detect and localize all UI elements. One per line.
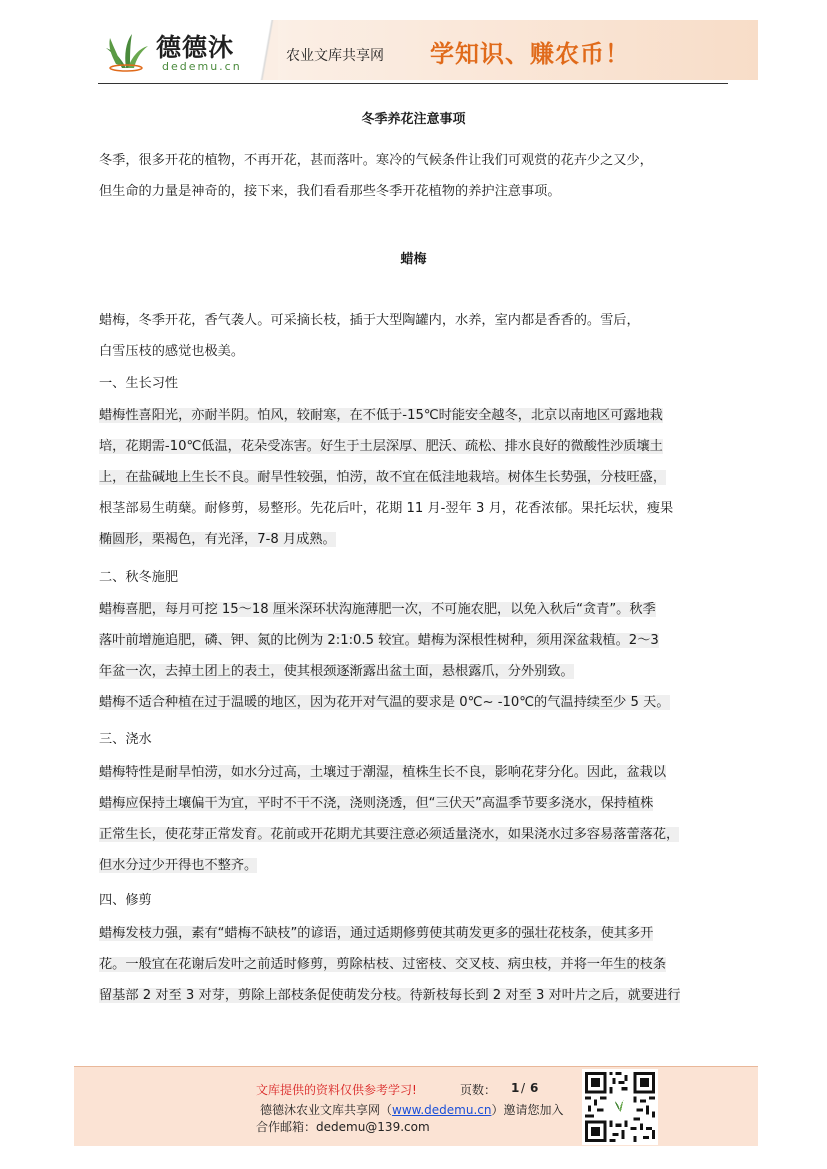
logo-name: 德德沐	[156, 33, 235, 62]
page-header	[98, 20, 758, 80]
body-line: 根茎部易生萌蘖。耐修剪，易整形。先花后叶，花期 11 月-翌年 3 月，花香浓郁。果托坛状，瘦果	[99, 501, 674, 516]
website-link[interactable]: www.dedemu.cn	[392, 1103, 492, 1117]
page-current: 1	[511, 1081, 520, 1095]
header-divider	[256, 20, 278, 80]
section-growth-body	[99, 400, 739, 555]
grain-leaf-logo-icon	[102, 28, 150, 72]
section-heading-watering: 三、浇水	[99, 732, 152, 747]
body-line: 蜡梅喜肥，每月可挖 15～18 厘米深环状沟施薄肥一次，不可施农肥，以免入秋后“贪青”。秋季	[99, 602, 656, 617]
body-line: 落叶前增施追肥，磷、钾、氮的比例为 2:1:0.5 较宜。蜡梅为深根性树种，须用深盆栽植。2～3	[99, 633, 659, 648]
footer-invite-prefix: 德德沐农业文库共享网（	[260, 1103, 393, 1117]
body-line: 椭圆形，栗褐色，有光泽，7-8 月成熟。	[99, 532, 336, 547]
section-watering-body	[99, 757, 739, 881]
section-pruning-body	[99, 918, 739, 1011]
body-line: 年盆一次，去掉土团上的表土，使其根颈逐渐露出盆土面，悬根露爪，分外别致。	[99, 664, 574, 679]
body-line: 留基部 2 对至 3 对芽，剪除上部枝条促使萌发分枝。待新枝每长到 2 对至 3 对叶片之后，就要进行	[99, 988, 681, 1003]
body-line: 蜡梅特性是耐旱怕涝，如水分过高，土壤过于潮湿，植株生长不良，影响花芽分化。因此，盆栽以	[99, 765, 667, 780]
plant-intro-line: 蜡梅，冬季开花，香气袭人。可采摘长枝，插于大型陶罐内，水养，室内都是香香的。雪后，	[99, 313, 640, 328]
plant-intro-line: 白雪压枝的感觉也极美。	[99, 344, 245, 359]
footer-email: 合作邮箱：dedemu@139.com	[256, 1120, 430, 1134]
logo[interactable]	[98, 20, 258, 80]
footer-invite-suffix: ）邀请您加入	[491, 1103, 564, 1117]
body-line: 蜡梅应保持土壤偏干为宜，平时不干不浇，浇则浇透，但“三伏天”高温季节要多浇水，保持植株	[99, 796, 654, 811]
page-total: 6	[530, 1081, 539, 1095]
body-line: 上，在盐碱地上生长不良。耐旱性较强，怕涝，故不宜在低洼地栽培。树体生长势强，分枝旺盛，	[99, 470, 667, 485]
qr-code-icon[interactable]	[582, 1069, 658, 1145]
body-line: 花。一般宜在花谢后发叶之前适时修剪，剪除枯枝、过密枝、交叉枝、病虫枝，并将一年生的枝条	[99, 957, 667, 972]
document-title: 冬季养花注意事项	[361, 112, 466, 127]
plant-title: 蜡梅	[400, 252, 427, 267]
page-footer	[74, 1066, 758, 1146]
logo-domain: dedemu.cn	[162, 60, 242, 73]
intro-line: 冬季，很多开花的植物，不再开花，甚而落叶。寒冷的气候条件让我们可观赏的花卉少之又少，	[99, 153, 653, 168]
body-line: 蜡梅性喜阳光，亦耐半阴。怕风，较耐寒，在不低于-15℃时能安全越冬，北京以南地区可露地栽	[99, 408, 663, 423]
body-line: 正常生长，使花芽正常发育。花前或开花期尤其要注意必须适量浇水，如果浇水过多容易落蕾落花，	[99, 827, 680, 842]
page-separator: /	[521, 1081, 526, 1095]
footer-notice: 文库提供的资料仅供参考学习!	[256, 1083, 417, 1097]
slogan: 学知识、赚农币！	[430, 39, 630, 68]
site-name[interactable]: 农业文库共享网	[286, 48, 384, 64]
plant-intro-paragraph	[99, 305, 739, 367]
intro-paragraph	[99, 145, 739, 207]
intro-line: 但生命的力量是神奇的，接下来，我们看看那些冬季开花植物的养护注意事项。	[99, 184, 561, 199]
section-heading-growth: 一、生长习性	[99, 376, 179, 391]
body-line: 但水分过少开得也不整齐。	[99, 858, 258, 873]
body-line: 蜡梅不适合种植在过于温暖的地区，因为花开对气温的要求是 0℃~ -10℃的气温持续至少 5 天。	[99, 695, 670, 710]
body-line: 蜡梅发枝力强，素有“蜡梅不缺枝”的谚语，通过适期修剪使其萌发更多的强壮花枝条，使其多开	[99, 926, 654, 941]
footer-invite	[260, 1101, 564, 1118]
section-heading-fertilizing: 二、秋冬施肥	[99, 570, 179, 585]
section-fertilizing-body	[99, 594, 739, 718]
header-rule	[98, 83, 728, 84]
body-line: 培，花期需-10℃低温，花朵受冻害。好生于土层深厚、肥沃、疏松、排水良好的微酸性沙质壤土	[99, 439, 663, 454]
section-heading-pruning: 四、修剪	[99, 893, 152, 908]
page-count-label: 页数：	[460, 1083, 497, 1097]
